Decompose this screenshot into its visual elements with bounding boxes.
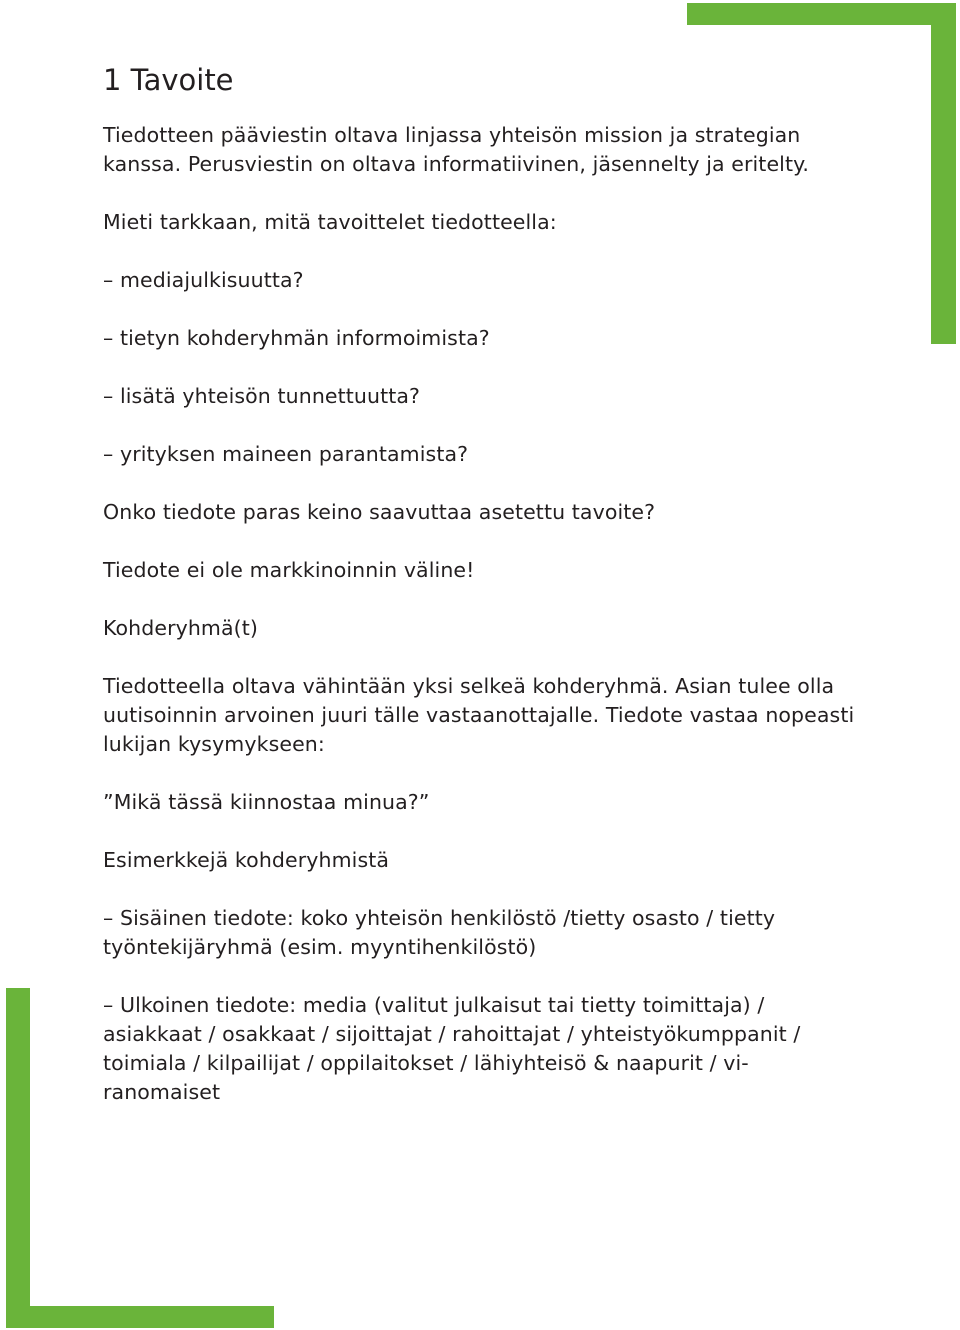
goal-prompt: Mieti tarkkaan, mitä tavoittelet tiedotteella: bbox=[103, 210, 557, 234]
external-example: – Ulkoinen tiedote: media (valitut julkaisut tai tietty toimittaja) / asiakkaat / osakkaat / sijoittajat / rahoittajat / yhteistyökumppanit / toimiala / kilpailijat / oppilaitokset / lähiyhteisö & naapurit / vi- ranomaiset bbox=[103, 993, 801, 1104]
corner-decoration-top-horizontal bbox=[687, 3, 956, 25]
page-title: 1 Tavoite bbox=[103, 63, 234, 97]
internal-example: – Sisäinen tiedote: koko yhteisön henkilöstö /tietty osasto / tietty työntekijäryhmä (esim. myyntihenkilöstö) bbox=[103, 906, 776, 959]
goal-item: – yrityksen maineen parantamista? bbox=[103, 442, 469, 466]
corner-decoration-top-vertical bbox=[931, 3, 956, 344]
quote-text: ”Mikä tässä kiinnostaa minua?” bbox=[103, 790, 430, 814]
document-body bbox=[103, 60, 863, 1107]
goal-item: – lisätä yhteisön tunnettuutta? bbox=[103, 384, 421, 408]
target-heading: Kohderyhmä(t) bbox=[103, 616, 258, 640]
target-paragraph: Tiedotteella oltava vähintään yksi selkeä kohderyhmä. Asian tulee olla uutisoinnin arvoinen juuri tälle vastaanottajalle. Tiedote vastaa nopeasti lukijan kysymykseen: bbox=[103, 674, 855, 756]
corner-decoration-bottom-horizontal bbox=[6, 1306, 274, 1328]
intro-paragraph: Tiedotteen pääviestin oltava linjassa yhteisön mission ja strategian kanssa. Perusviestin on oltava informatiivinen, jäsennelty ja eritelty. bbox=[103, 123, 810, 176]
note-text: Tiedote ei ole markkinoinnin väline! bbox=[103, 558, 475, 582]
goal-item: – mediajulkisuutta? bbox=[103, 268, 304, 292]
question-text: Onko tiedote paras keino saavuttaa asetettu tavoite? bbox=[103, 500, 656, 524]
corner-decoration-bottom-vertical bbox=[6, 988, 30, 1328]
goal-item: – tietyn kohderyhmän informoimista? bbox=[103, 326, 490, 350]
examples-heading: Esimerkkejä kohderyhmistä bbox=[103, 848, 390, 872]
